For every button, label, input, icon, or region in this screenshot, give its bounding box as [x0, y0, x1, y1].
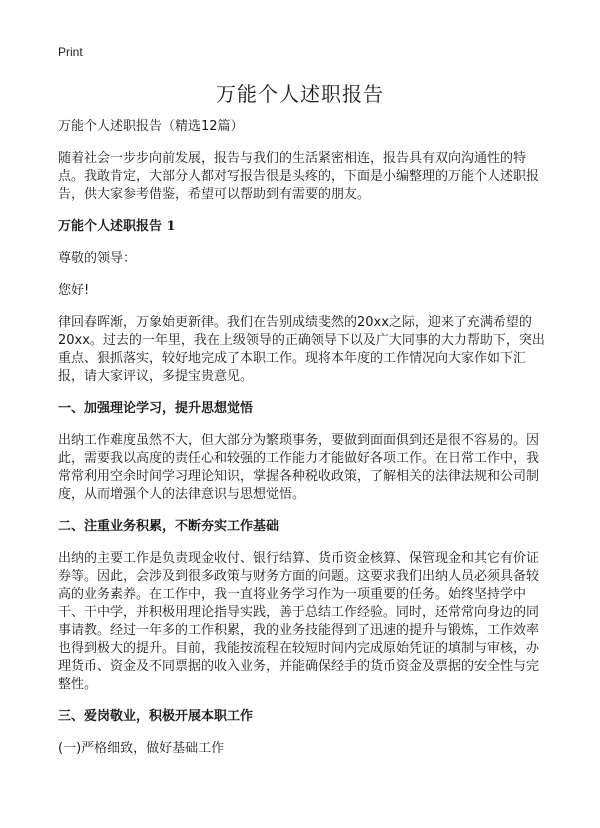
- section-3-subheading: (一)严格细致，做好基础工作: [58, 741, 225, 756]
- page-title: 万能个人述职报告: [216, 82, 384, 106]
- greeting: 您好!: [58, 283, 90, 298]
- salutation: 尊敬的领导：: [58, 251, 137, 266]
- section-1-body: 出纳工作难度虽然不大，但大部分为繁琐事务，要做到面面俱到还是很不容易的。因此，需要我以高度的责任心和较强的工作能力才能做好各项工作。在日常工作中，我常常利用空余时间学习理论知识，掌握各种税收政策，了解相关的法律法规和公司制度，从而增强个人的法律意识与思想觉悟。: [58, 433, 540, 502]
- document-subtitle: 万能个人述职报告（精选12篇）: [58, 119, 244, 134]
- document-body: [58, 118, 548, 772]
- opening-paragraph: 律回春晖渐，万象始更新律。我们在告别成绩斐然的20xx之际，迎来了充满希望的20xx。过去的一年里，我在上级领导的正确领导下以及广大同事的大力帮助下，突出重点、狠抓落实，较好地完成了本职工作。现将本年度的工作情况向大家作如下汇报，请大家评议，多提宝贵意见。: [58, 315, 545, 384]
- intro-paragraph: 随着社会一步步向前发展，报告与我们的生活紧密相连，报告具有双向沟通性的特点。我敢肯定，大部分人都对写报告很是头疼的，下面是小编整理的万能个人述职报告，供大家参考借鉴，希望可以帮助到有需要的朋友。: [58, 151, 540, 202]
- section-3-heading: 三、爱岗敬业，积极开展本职工作: [58, 709, 254, 724]
- report-heading: 万能个人述职报告 1: [58, 219, 176, 234]
- section-2-heading: 二、注重业务积累，不断夯实工作基础: [58, 519, 280, 534]
- section-2-body: 出纳的主要工作是负责现金收付、银行结算、货币资金核算、保管现金和其它有价证券等。因此，会涉及到很多政策与财务方面的问题。这要求我们出纳人员必须具备较高的业务素养。在工作中，我一直将业务学习作为一项重要的任务。始终坚持学中干、干中学，并积极用理论指导实践，善于总结工作经验。同时，还常常向身边的同事请教。经过一年多的工作积累，我的业务技能得到了迅速的提升与锻炼，工作效率也得到极大的提升。目前，我能按流程在较短时间内完成原始凭证的填制与审核，办理货币、资金及不同票据的收入业务，并能确保经手的货币资金及票据的安全性与完整性。: [58, 551, 540, 692]
- section-1-heading: 一、加强理论学习，提升思想觉悟: [58, 401, 254, 416]
- print-label[interactable]: Print: [58, 45, 83, 59]
